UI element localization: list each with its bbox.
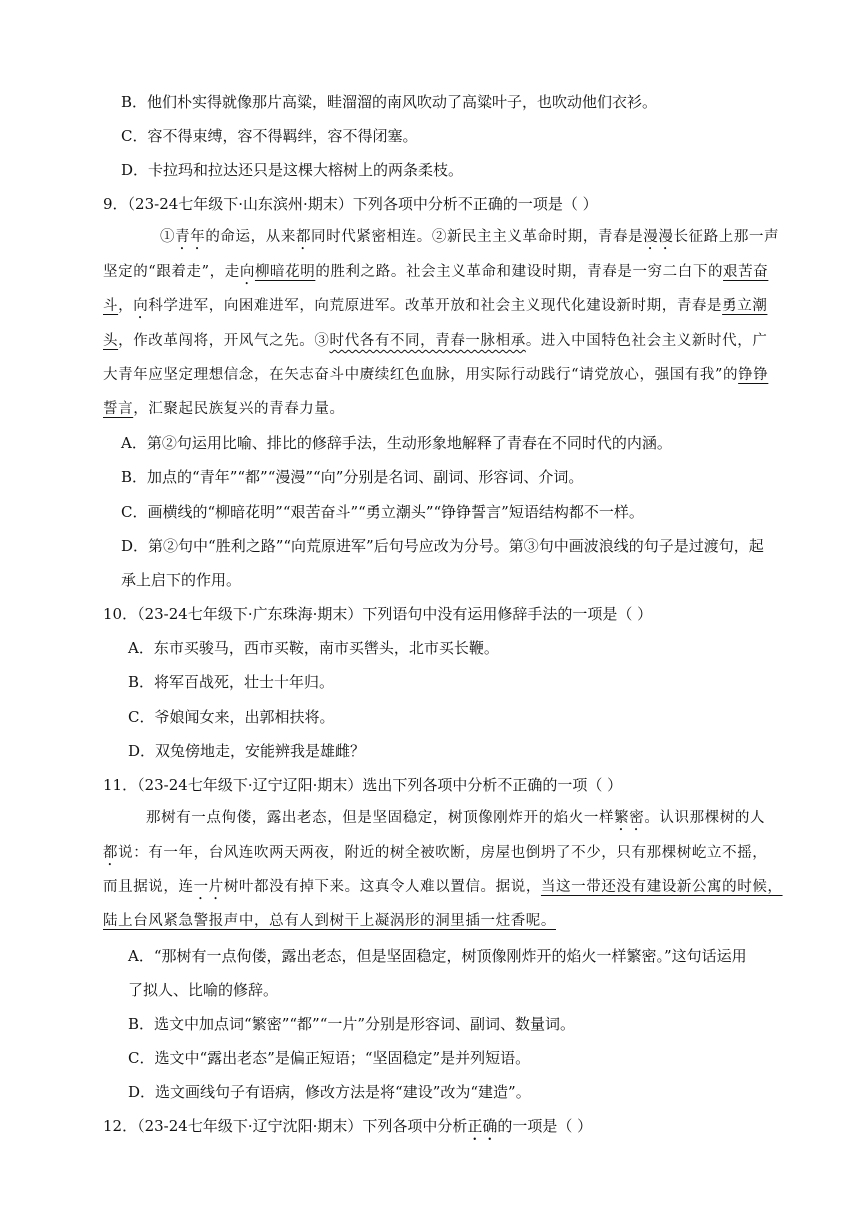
q9-stem: 9．（23-24七年级下·山东滨州·期末）下列各项中分析不正确的一项是（ ） [103, 195, 598, 213]
q11-passage-line-1: 那树有一点佝偻，露出老态，但是坚固稳定，树顶像刚炸开的焰火一样繁密。认识那棵树的人 [146, 810, 766, 826]
q10-option-a: A．东市买骏马，西市买鞍，南市买辔头，北市买长鞭。 [128, 639, 499, 657]
q11-passage-line-3: 而且据说，连一片树叶都没有掉下来。这真令人难以置信。据说，当这一带还没有建设新公寓的时候， [103, 879, 783, 895]
q9-passage-line-6: 誓言，汇聚起民族复兴的青春力量。 [103, 401, 345, 417]
q11-option-c: C．选文中“露出老态”是偏正短语；“坚固稳定”是并列短语。 [128, 1049, 531, 1067]
q9-passage-line-1: ①青年的命运，从来都同时代紧密相连。②新民主主义革命时期，青春是漫漫长征路上那一声 [160, 229, 780, 245]
q9-passage-line-2: 坚定的“跟着走”，走向柳暗花明的胜利之路。社会主义革命和建设时期，青春是一穷二白下的艰苦奋 [103, 264, 769, 280]
q8-option-d: D．卡拉玛和拉达还只是这棵大榕树上的两条柔枝。 [121, 161, 464, 179]
q10-stem: 10．（23-24七年级下·广东珠海·期末）下列语句中没有运用修辞手法的一项是（ ） [103, 605, 653, 623]
q9-passage-line-5: 大青年应坚定理想信念，在矢志奋斗中赓续红色血脉，用实际行动践行“请党放心，强国有我”的铮铮 [103, 367, 769, 383]
q9-passage-line-3: 斗，向科学进军，向困难进军，向荒原进军。改革开放和社会主义现代化建设新时期，青春是勇立潮 [103, 298, 768, 314]
q9-option-b: B．加点的“青年”“都”“漫漫”“向”分别是名词、副词、形容词、介词。 [121, 468, 584, 486]
q9-option-d-line-1: D．第②句中“胜利之路”“向荒原进军”后句号应改为分号。第③句中画波浪线的句子是过渡句，起 [121, 537, 764, 555]
q8-option-c: C．容不得束缚，容不得羁绊，容不得闭塞。 [121, 127, 418, 145]
q11-option-a-line-1: A．“那树有一点佝偻，露出老态，但是坚固稳定，树顶像刚炸开的焰火一样繁密。”这句话运用 [128, 947, 747, 965]
q11-passage-line-4: 陆上台风紧急警报声中，总有人到树干上凝涡形的洞里插一炷香呢。 [103, 913, 556, 929]
q11-stem: 11．（23-24七年级下·辽宁辽阳·期末）选出下列各项中分析不正确的一项（ ） [103, 776, 623, 794]
q10-option-b: B．将军百战死，壮士十年归。 [128, 673, 335, 691]
q12-stem: 12．（23-24七年级下·辽宁沈阳·期末）下列各项中分析正确的一项是（ ） [103, 1117, 593, 1135]
q9-option-d-line-2: 承上启下的作用。 [121, 571, 242, 589]
q9-option-c: C．画横线的“柳暗花明”“艰苦奋斗”“勇立潮头”“铮铮誓言”短语结构都不一样。 [121, 503, 644, 521]
q11-passage-line-2: 都说：有一年，台风连吹两天两夜，附近的树全被吹断，房屋也倒坍了不少，只有那棵树屹立不摇， [103, 845, 768, 861]
q11-option-a-line-2: 了拟人、比喻的修辞。 [128, 981, 279, 999]
q10-option-d: D．双兔傍地走，安能辨我是雄雌？ [128, 742, 366, 760]
q10-option-c: C．爷娘闻女来，出郭相扶将。 [128, 708, 335, 726]
q11-option-d: D．选文画线句子有语病，修改方法是将“建设”改为“建造”。 [128, 1083, 531, 1101]
q11-option-b: B．选文中加点词“繁密”“都”“一片”分别是形容词、副词、数量词。 [128, 1015, 576, 1033]
q9-option-a: A．第②句运用比喻、排比的修辞手法，生动形象地解释了青春在不同时代的内涵。 [121, 434, 672, 452]
q8-option-b: B．他们朴实得就像那片高粱，畦溜溜的南风吹动了高粱叶子，也吹动他们衣衫。 [121, 93, 658, 111]
q9-passage-line-4: 头，作改革闯将，开风气之先。③时代各有不同，青春一脉相承。进入中国特色社会主义新时代，广 [103, 333, 768, 349]
